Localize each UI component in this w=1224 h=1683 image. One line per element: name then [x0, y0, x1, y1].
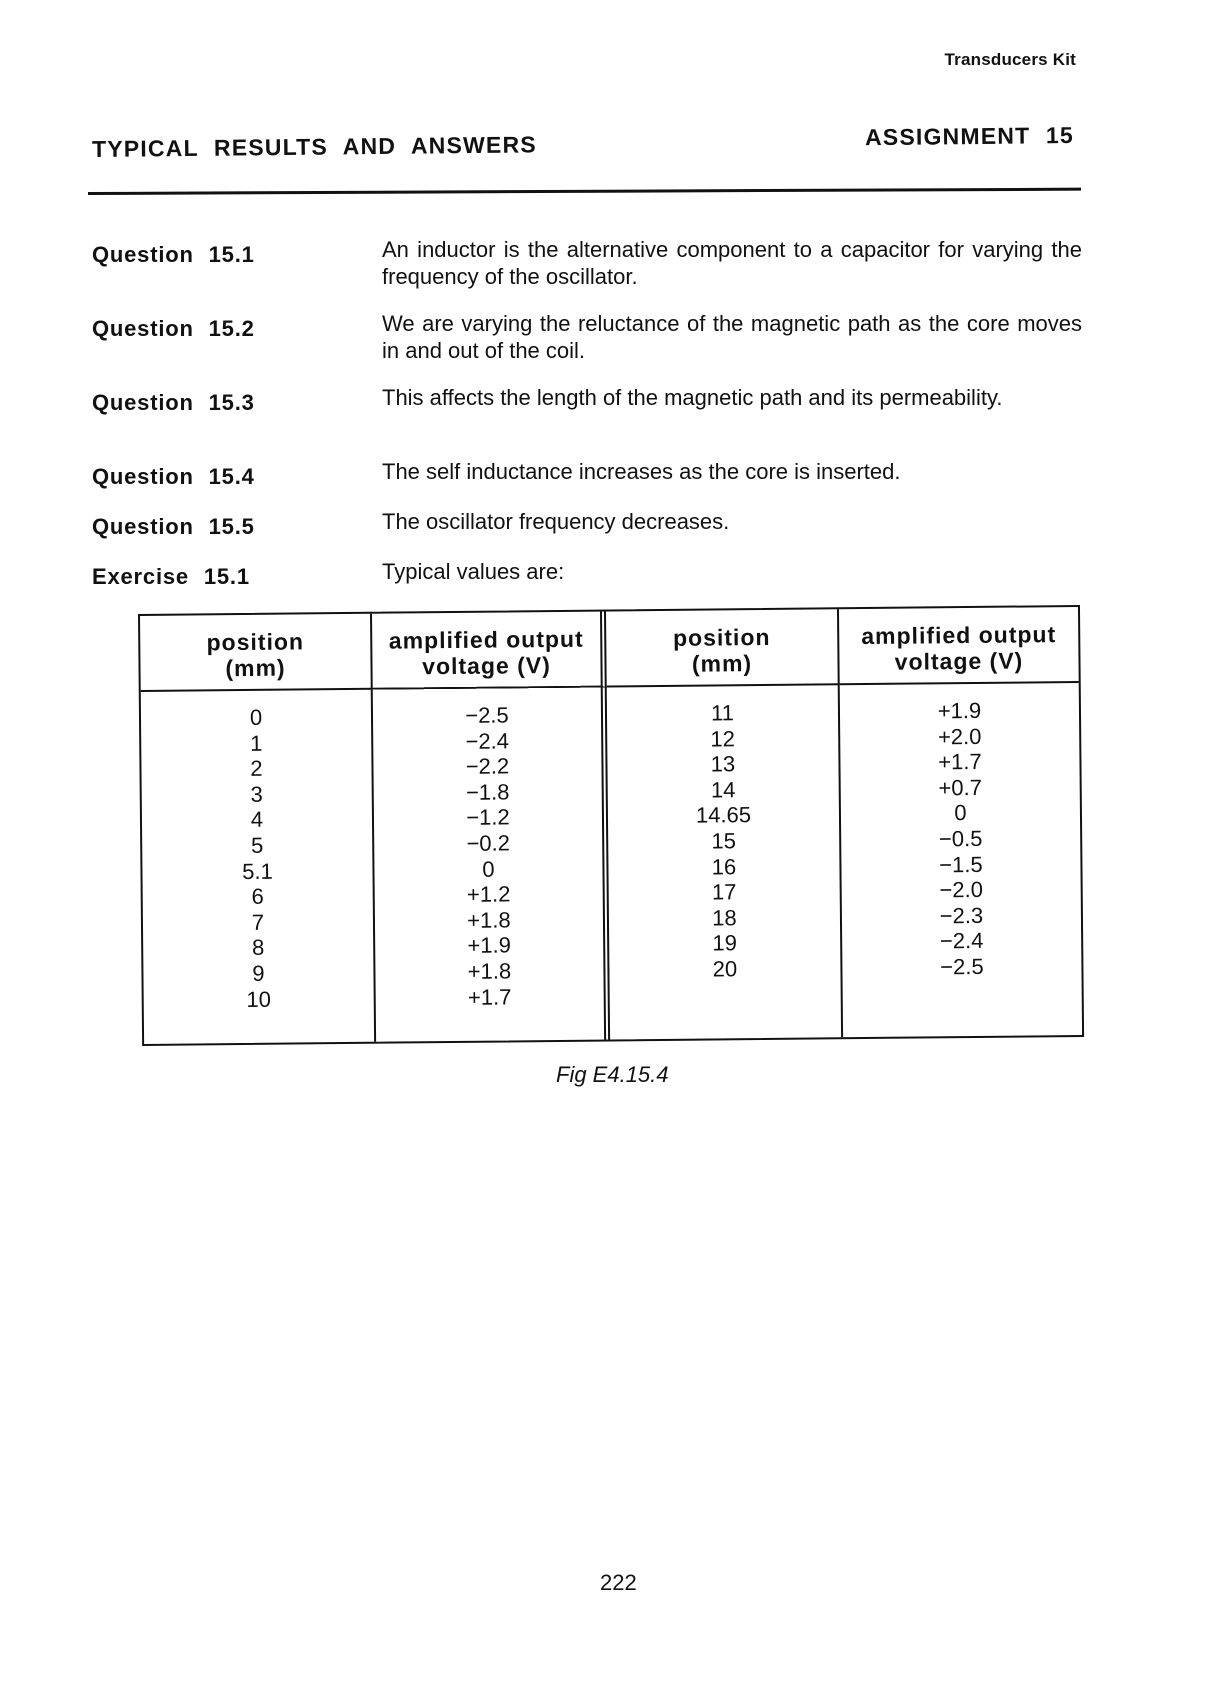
table-cell: 3 — [250, 781, 263, 807]
table-header — [372, 612, 607, 690]
table-cell: +1.7 — [467, 983, 512, 1010]
table-cell: 14 — [710, 777, 736, 803]
header-line: position — [206, 628, 305, 656]
table-cell: 5.1 — [242, 858, 273, 884]
table-cell: −1.2 — [466, 804, 510, 831]
table-cell: 11 — [710, 700, 735, 726]
table-cell: 19 — [712, 930, 738, 956]
header-rule — [88, 188, 1081, 195]
results-table — [138, 605, 1084, 1046]
table-cell: +1.9 — [937, 697, 982, 724]
assignment-title: ASSIGNMENT 15 — [864, 122, 1075, 151]
table-column-voltage-2 — [840, 683, 1082, 1037]
table-cell: −2.3 — [939, 902, 984, 929]
table-cell: +1.9 — [467, 932, 512, 959]
running-head: Transducers Kit — [944, 50, 1076, 69]
table-cell: 1 — [249, 730, 263, 756]
table-cell: +1.2 — [466, 881, 511, 908]
header-line: (mm) — [691, 650, 753, 677]
table-cell: −0.2 — [466, 830, 511, 856]
table-cell: −2.4 — [465, 728, 510, 754]
qa-answer: We are varying the reluctance of the magnetic path as the core moves in and out of the coil. — [382, 311, 1082, 363]
qa-answer: An inductor is the alternative component to a capacitor for varying the frequency of the oscillator. — [382, 237, 1082, 289]
table-cell: −0.5 — [938, 825, 983, 852]
qa-label: Question 15.4 — [92, 464, 255, 489]
table-cell: −1.5 — [939, 851, 983, 877]
table-cell: 0 — [482, 856, 495, 882]
table-header — [606, 609, 840, 687]
table-cell: 4 — [250, 807, 264, 833]
table-cell: 0 — [249, 704, 263, 730]
table-cell: 16 — [711, 853, 737, 880]
table-cell: +1.7 — [938, 749, 982, 775]
qa-answer: The self inductance increases as the core is inserted. — [382, 459, 901, 484]
qa-item — [92, 508, 1092, 540]
qa-item — [92, 558, 1092, 590]
qa-answer: This affects the length of the magnetic path and its permeability. — [382, 385, 1003, 410]
table-cell: 12 — [710, 725, 736, 752]
page-number: 222 — [600, 1570, 637, 1595]
qa-label: Question 15.3 — [92, 390, 255, 415]
header-line: amplified output — [388, 625, 584, 654]
table-cell: +1.8 — [467, 907, 511, 933]
table-cell: 6 — [251, 883, 264, 910]
table-cell: 18 — [712, 905, 737, 931]
header-line: voltage (V) — [422, 652, 551, 680]
qa-item — [92, 384, 1092, 416]
qa-label: Question 15.1 — [92, 242, 255, 267]
qa-label: Question 15.5 — [92, 514, 255, 539]
table-cell: 14.65 — [695, 802, 752, 829]
table-cell: +0.7 — [938, 774, 983, 801]
table-cell: 13 — [710, 751, 736, 777]
table-cell: −1.8 — [465, 779, 510, 805]
qa-item — [92, 310, 1092, 364]
table-cell: −2.5 — [940, 953, 984, 980]
qa-item — [92, 458, 1092, 490]
table-cell: 10 — [246, 986, 272, 1012]
table-cell: −2.5 — [465, 702, 509, 728]
table-column-position-2 — [607, 685, 843, 1039]
section-title: TYPICAL RESULTS AND ANSWERS — [91, 131, 537, 162]
table-column-position-1 — [141, 690, 376, 1044]
qa-answer: The oscillator frequency decreases. — [382, 509, 730, 534]
table-cell: 20 — [712, 956, 738, 982]
table-cell: 0 — [954, 800, 967, 826]
qa-label: Exercise 15.1 — [92, 564, 250, 589]
table-header — [140, 614, 373, 692]
qa-item — [92, 236, 1092, 290]
table-cell: −2.4 — [939, 928, 984, 954]
figure-caption: Fig E4.15.4 — [556, 1062, 669, 1087]
table-cell: 15 — [711, 828, 737, 854]
table-cell: −2.0 — [939, 877, 984, 903]
header-line: amplified output — [861, 621, 1057, 650]
table-cell: 7 — [251, 909, 265, 935]
table-cell: 2 — [250, 755, 263, 782]
qa-label: Question 15.2 — [92, 316, 255, 341]
table-column-voltage-1 — [373, 688, 610, 1042]
table-header — [839, 607, 1079, 685]
table-cell: +1.8 — [467, 958, 512, 984]
table-cell: 17 — [711, 879, 737, 905]
table-cell: −2.2 — [465, 753, 510, 780]
table-cell: 9 — [252, 960, 265, 986]
table-cell: 5 — [250, 832, 264, 858]
table-cell: 8 — [251, 935, 265, 961]
header-line: voltage (V) — [894, 647, 1024, 675]
qa-answer: Typical values are: — [382, 559, 565, 584]
table-cell: +2.0 — [937, 723, 982, 749]
header-line: (mm) — [225, 654, 286, 682]
header-line: position — [672, 623, 771, 651]
